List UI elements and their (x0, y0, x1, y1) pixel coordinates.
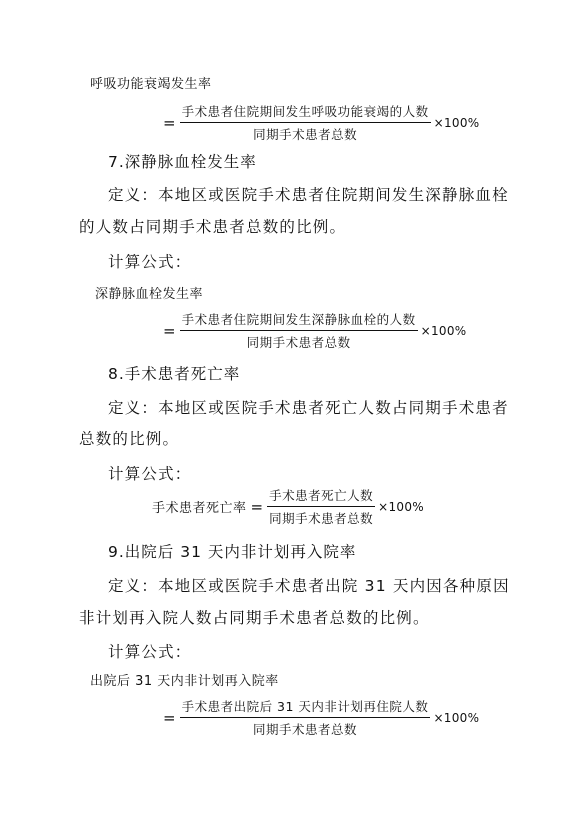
fraction (180, 102, 431, 143)
calc-label-mortality: 计算公式： (108, 465, 192, 483)
calc-label-dvt: 计算公式： (108, 253, 192, 271)
percent-multiplier: ×100% (420, 323, 467, 338)
denominator: 同期手术患者总数 (269, 511, 374, 526)
formula-label-dvt: 深静脉血栓发生率 (95, 287, 204, 302)
numerator: 手术患者死亡人数 (267, 486, 375, 507)
fraction (180, 697, 431, 738)
definition-mortality-line2: 总数的比例。 (79, 430, 180, 448)
numerator: 手术患者住院期间发生呼吸功能衰竭的人数 (180, 102, 431, 123)
definition-readmission-line2: 非计划再入院人数占同期手术患者总数的比例。 (79, 609, 430, 627)
formula-dvt (163, 310, 466, 351)
equals-sign: = (250, 497, 264, 516)
definition-readmission-line1: 定义：本地区或医院手术患者出院 31 天内因各种原因 (108, 577, 510, 595)
denominator: 同期手术患者总数 (253, 722, 358, 737)
section-heading-mortality: 8.手术患者死亡率 (108, 365, 241, 383)
formula-label-mortality: 手术患者死亡率 (152, 501, 247, 516)
numerator: 手术患者出院后 31 天内非计划再住院人数 (180, 697, 431, 718)
definition-mortality-line1: 定义：本地区或医院手术患者死亡人数占同期手术患者 (108, 399, 509, 417)
formula-respiratory-failure (163, 102, 479, 143)
equals-sign: = (163, 708, 176, 727)
formula-mortality (152, 486, 424, 527)
denominator: 同期手术患者总数 (253, 127, 358, 142)
calc-label-readmission: 计算公式： (108, 643, 192, 661)
formula-readmission (163, 697, 479, 738)
section-heading-readmission: 9.出院后 31 天内非计划再入院率 (108, 543, 357, 561)
section-heading-dvt: 7.深静脉血栓发生率 (108, 153, 257, 171)
numerator: 手术患者住院期间发生深静脉血栓的人数 (180, 310, 418, 331)
fraction (180, 310, 418, 351)
equals-sign: = (163, 321, 176, 340)
percent-multiplier: ×100% (433, 115, 480, 130)
percent-multiplier: ×100% (433, 710, 480, 725)
definition-dvt-line1: 定义：本地区或医院手术患者住院期间发生深静脉血栓 (108, 186, 509, 204)
denominator: 同期手术患者总数 (246, 335, 351, 350)
equals-sign: = (163, 113, 176, 132)
formula-label-respiratory-failure: 呼吸功能衰竭发生率 (90, 77, 212, 92)
formula-label-readmission: 出院后 31 天内非计划再入院率 (90, 674, 279, 689)
fraction (267, 486, 375, 527)
definition-dvt-line2: 的人数占同期手术患者总数的比例。 (79, 218, 347, 236)
percent-multiplier: ×100% (378, 499, 424, 514)
